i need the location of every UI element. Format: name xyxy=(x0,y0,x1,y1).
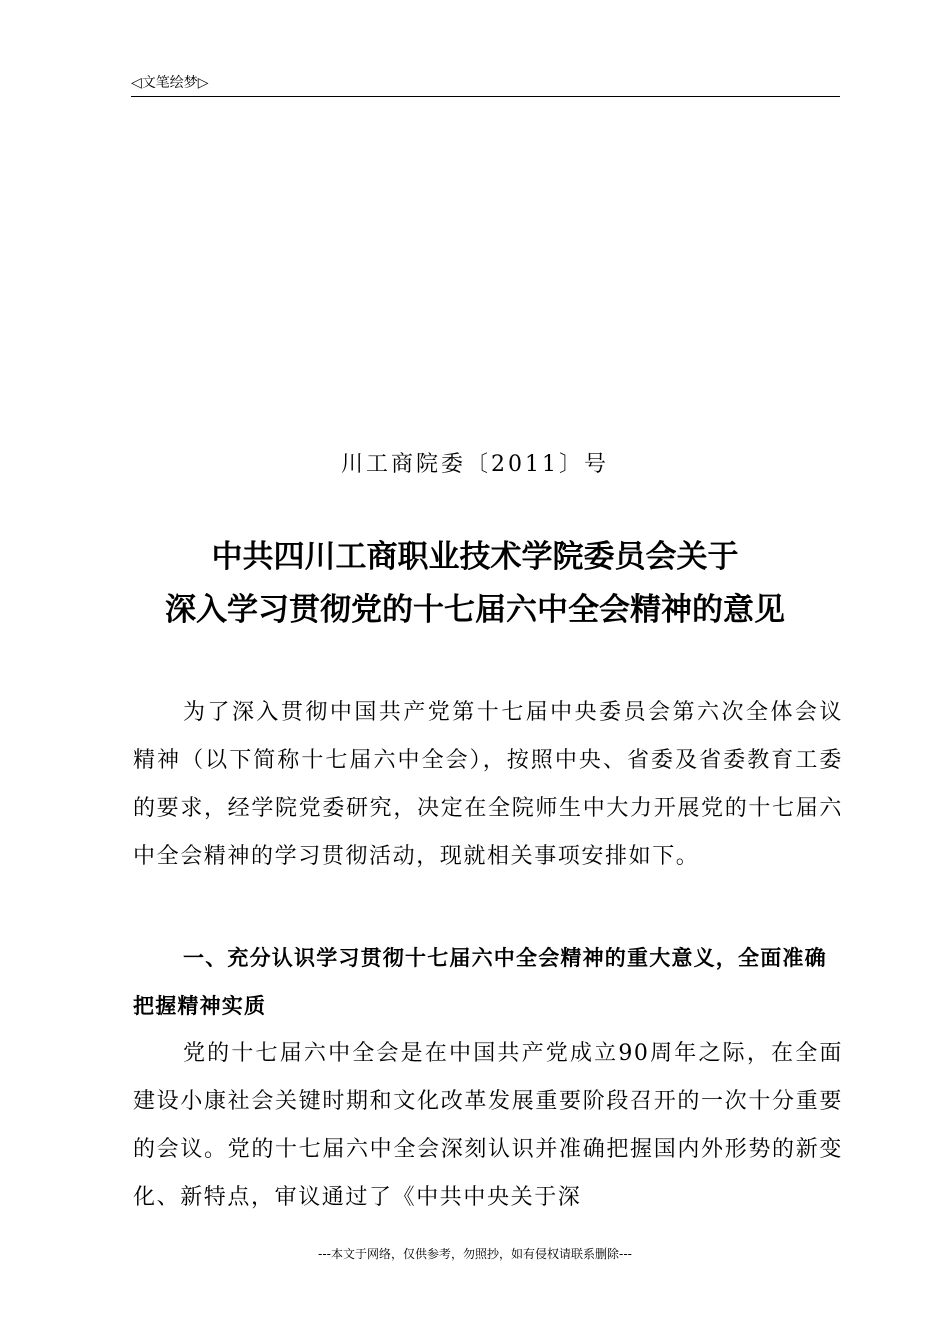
document-title-line-2: 深入学习贯彻党的十七届六中全会精神的意见 xyxy=(165,592,785,628)
header-mark: ◁文笔绘梦▷ xyxy=(131,75,209,91)
header-rule xyxy=(131,96,840,97)
footer-disclaimer: ---本文于网络，仅供参考，勿照抄，如有侵权请联系删除--- xyxy=(318,1247,632,1261)
body-paragraph-1: 为了深入贯彻中国共产党第十七届中央委员会第六次全体会议精神（以下简称十七届六中全会），按照中央、省委及省委教育工委的要求，经学院党委研究，决定在全院师生中大力开展党的十七届六中全会精神的学习贯彻活动，现就相关事项安排如下。 xyxy=(133,700,843,869)
document-title-line-1: 中共四川工商职业技术学院委员会关于 xyxy=(211,539,739,575)
document-number: 川工商院委〔2011〕号 xyxy=(341,452,609,477)
body-paragraph-2: 党的十七届六中全会是在中国共产党成立90周年之际，在全面建设小康社会关键时期和文化改革发展重要阶段召开的一次十分重要的会议。党的十七届六中全会深刻认识并准确把握国内外形势的新变化、新特点，审议通过了《中共中央关于深 xyxy=(133,1041,843,1210)
section-heading-1: 一、充分认识学习贯彻十七届六中全会精神的重大意义，全面准确把握精神实质 xyxy=(133,946,827,1018)
